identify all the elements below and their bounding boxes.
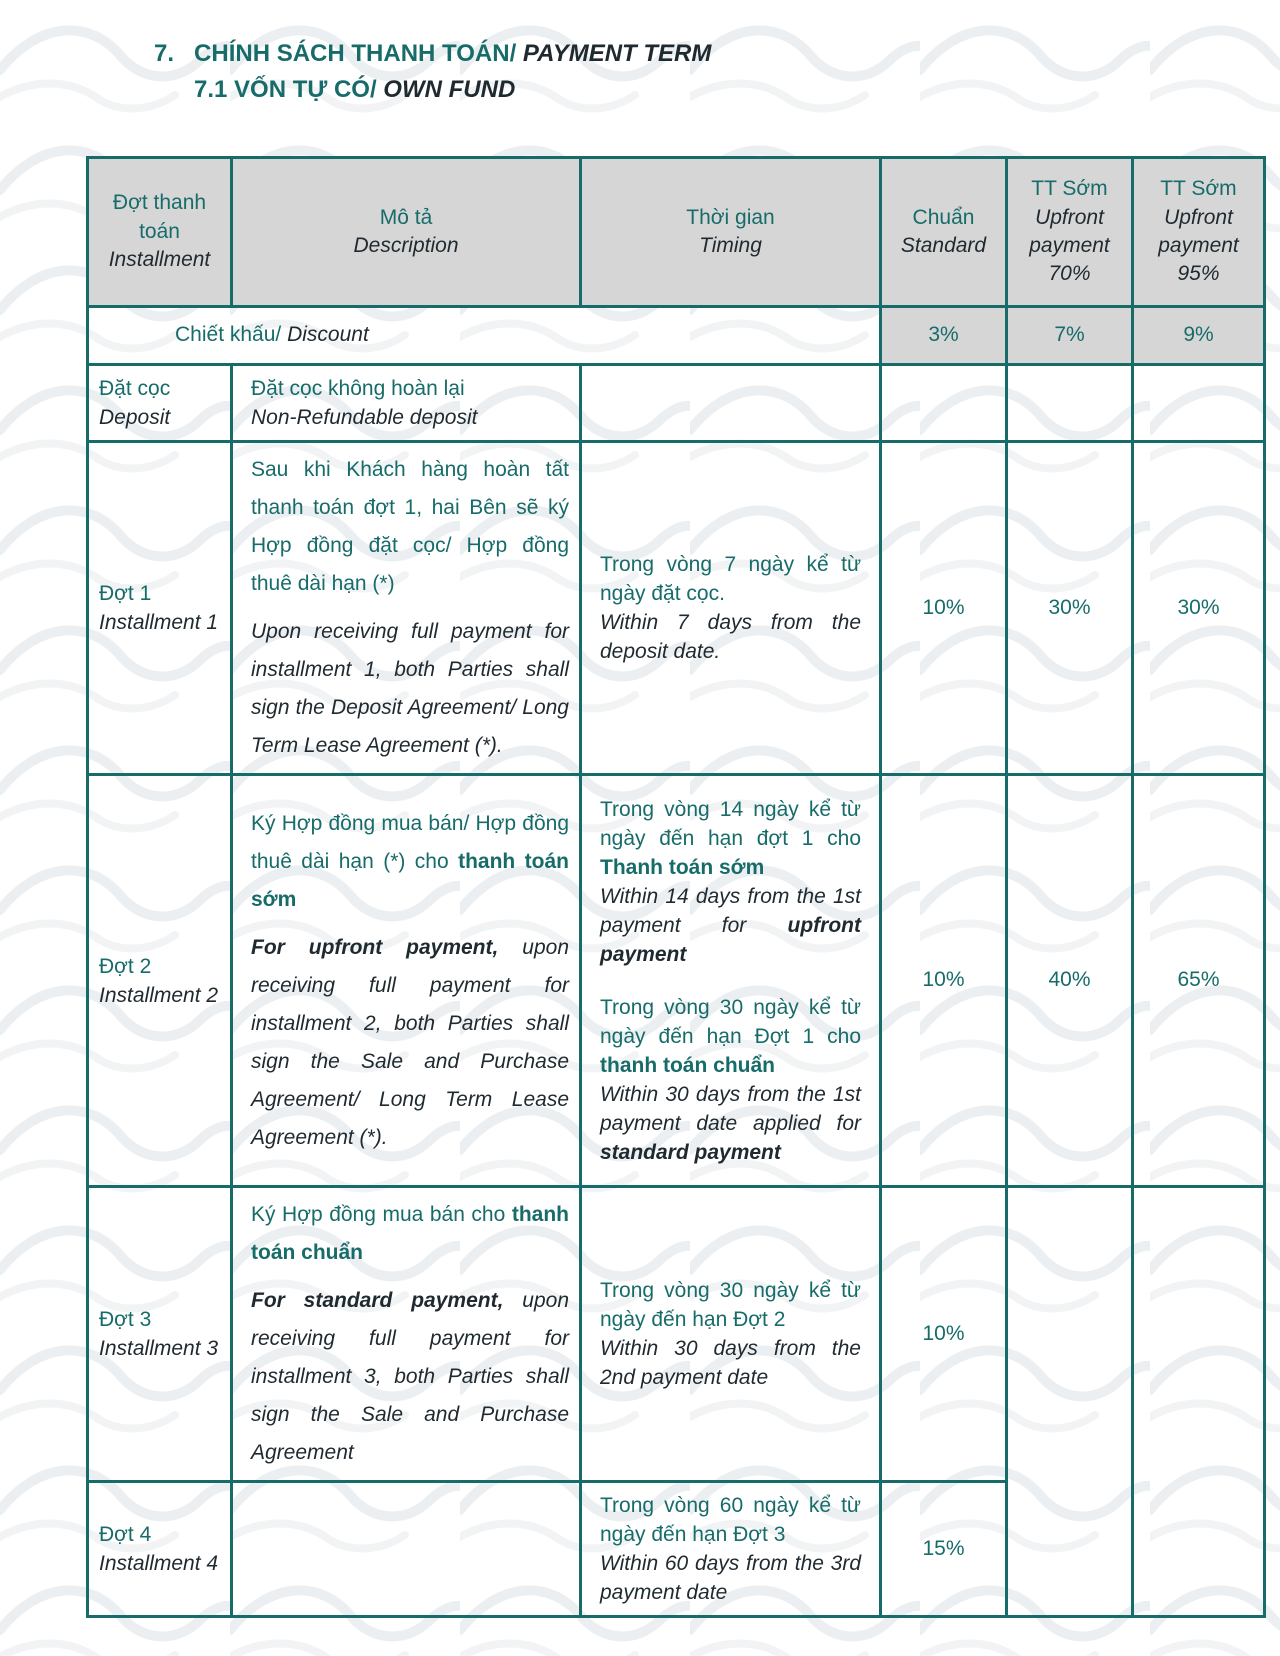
installment-1-name: Đợt 1 Installment 1: [88, 442, 232, 775]
installment-1-upfront-70: 30%: [1007, 442, 1133, 775]
installment-3-name: Đợt 3 Installment 3: [88, 1187, 232, 1482]
installment-1-row: [88, 442, 1265, 775]
col-header-standard: Chuẩn Standard: [881, 158, 1007, 307]
payment-term-table: [86, 156, 1266, 1618]
section-heading: 7. CHÍNH SÁCH THANH TOÁN/ PAYMENT TERM: [154, 40, 712, 67]
deposit-name: Đặt cọc Deposit: [88, 365, 232, 442]
deposit-row: [88, 365, 1265, 442]
installment-2-description: Ký Hợp đồng mua bán/ Hợp đồng thuê dài hạn (*) cho thanh toán sớm For upfront payment, upon receiving full payment for installment 2, both Parties shall sign the Sale and Purchase Agreement/ Long Term Lease Agreement (*).: [232, 775, 581, 1187]
deposit-timing: [581, 365, 881, 442]
installment-2-standard: 10%: [881, 775, 1007, 1187]
table-header-row: [88, 158, 1265, 307]
installment-2-upfront-95: 65%: [1133, 775, 1265, 1187]
discount-standard: 3%: [881, 307, 1007, 365]
discount-upfront-70: 7%: [1007, 307, 1133, 365]
installment-4-name: Đợt 4 Installment 4: [88, 1482, 232, 1617]
discount-label: Chiết khấu/ Discount: [88, 307, 881, 365]
installment-1-description: Sau khi Khách hàng hoàn tất thanh toán đợt 1, hai Bên sẽ ký Hợp đồng đặt cọc/ Hợp đồng thuê dài hạn (*) Upon receiving full payment for installment 1, both Parties shall sign the Deposit Agreement/ Long Term Lease Agreement (*).: [232, 442, 581, 775]
deposit-standard: [881, 365, 1007, 442]
deposit-upfront-70: [1007, 365, 1133, 442]
installment-3-description: Ký Hợp đồng mua bán cho thanh toán chuẩn For standard payment, upon receiving full payment for installment 3, both Parties shall sign the Sale and Purchase Agreement: [232, 1187, 581, 1482]
installment-4-timing: Trong vòng 60 ngày kể từ ngày đến hạn Đợt 3 Within 60 days from the 3rd payment date: [581, 1482, 881, 1617]
installment-3-standard: 10%: [881, 1187, 1007, 1482]
installment-1-standard: 10%: [881, 442, 1007, 775]
installment-4-standard: 15%: [881, 1482, 1007, 1617]
installment-4-description: [232, 1482, 581, 1617]
installment-3-4-upfront-95: [1133, 1187, 1265, 1617]
col-header-description: Mô tả Description: [232, 158, 581, 307]
subsection-heading: 7.1 VỐN TỰ CÓ/ OWN FUND: [194, 76, 516, 103]
discount-row: [88, 307, 1265, 365]
deposit-description: Đặt cọc không hoàn lại Non-Refundable deposit: [232, 365, 581, 442]
installment-1-upfront-95: 30%: [1133, 442, 1265, 775]
installment-3-row: [88, 1187, 1265, 1482]
installment-1-timing: Trong vòng 7 ngày kể từ ngày đặt cọc. Within 7 days from the deposit date.: [581, 442, 881, 775]
installment-2-name: Đợt 2 Installment 2: [88, 775, 232, 1187]
col-header-installment: Đợt thanh toán Installment: [88, 158, 232, 307]
col-header-upfront-95: TT Sớm Upfront payment 95%: [1133, 158, 1265, 307]
installment-3-timing: Trong vòng 30 ngày kể từ ngày đến hạn Đợt 2 Within 30 days from the 2nd payment date: [581, 1187, 881, 1482]
installment-3-4-upfront-70: [1007, 1187, 1133, 1617]
installment-2-timing: Trong vòng 14 ngày kể từ ngày đến hạn đợt 1 cho Thanh toán sớm Within 14 days from the 1st payment for upfront payment Trong vòng 30 ngày kể từ ngày đến hạn Đợt 1 cho thanh toán chuẩn Within 30 days from the 1st payment date applied for standard payment: [581, 775, 881, 1187]
installment-2-row: [88, 775, 1265, 1187]
col-header-upfront-70: TT Sớm Upfront payment 70%: [1007, 158, 1133, 307]
deposit-upfront-95: [1133, 365, 1265, 442]
installment-2-upfront-70: 40%: [1007, 775, 1133, 1187]
discount-upfront-95: 9%: [1133, 307, 1265, 365]
col-header-timing: Thời gian Timing: [581, 158, 881, 307]
